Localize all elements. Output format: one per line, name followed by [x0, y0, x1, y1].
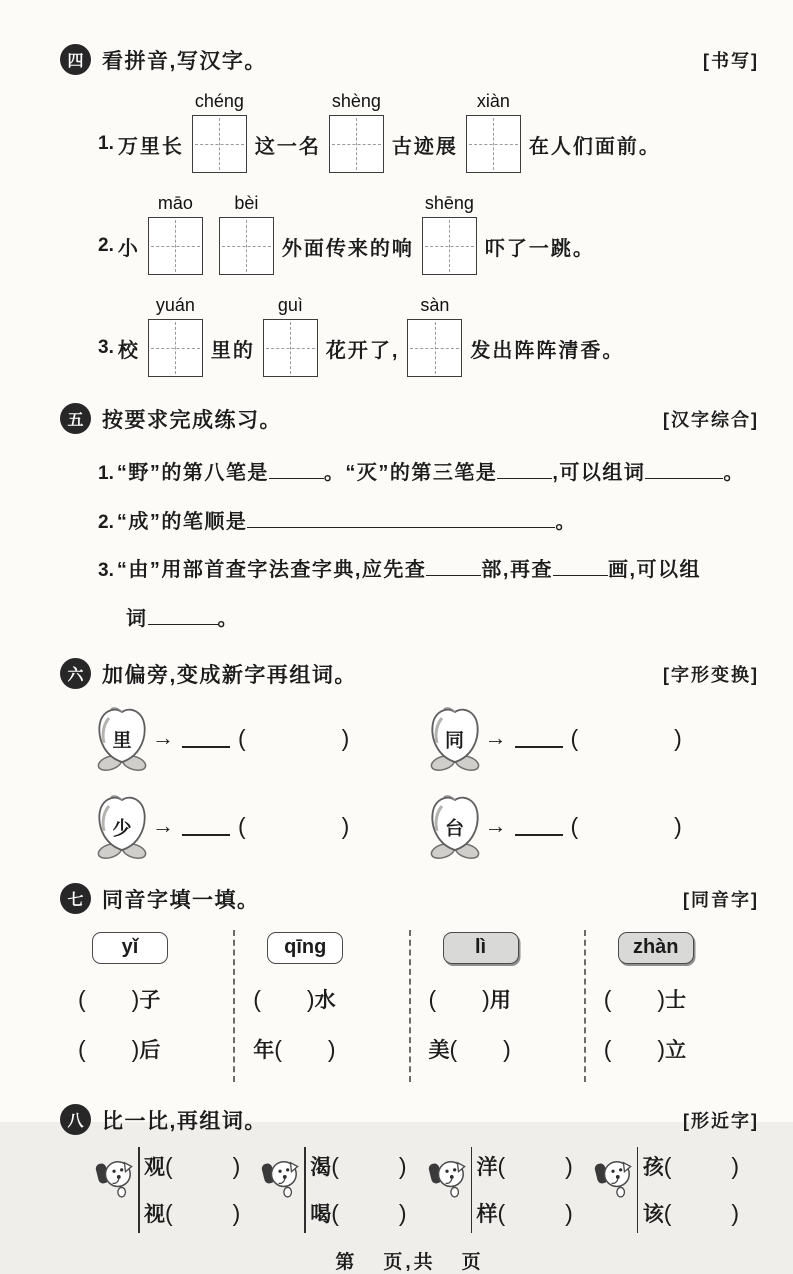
- section-six-header: [60, 658, 759, 689]
- close-paren: ): [674, 812, 682, 839]
- homophone-slot: [429, 984, 584, 1014]
- dog-icon: [96, 1153, 134, 1204]
- section-title: 按要求完成练习。: [102, 408, 282, 432]
- writing-box[interactable]: [422, 193, 477, 275]
- section-tag: [汉字综合]: [663, 409, 759, 430]
- base-character: 台: [444, 818, 465, 840]
- close-paren: ): [341, 724, 350, 751]
- homophone-column: [584, 930, 759, 1082]
- homophone-slot: [429, 1034, 584, 1064]
- compare-word-top: [477, 1151, 593, 1181]
- sentence-text: 古迹展: [391, 135, 458, 158]
- arrow-icon: →: [484, 725, 507, 751]
- new-character-blank[interactable]: [182, 816, 230, 836]
- answer-blank[interactable]: [269, 460, 324, 479]
- question-text: ,可以组词: [552, 462, 646, 484]
- open-paren: (: [274, 1036, 282, 1063]
- open-paren: (: [603, 1036, 612, 1063]
- homophone-column: [233, 930, 408, 1082]
- compare-word-top: [643, 1151, 759, 1181]
- close-paren: ): [341, 812, 350, 839]
- peach-icon: [427, 705, 483, 771]
- close-paren: ): [565, 1153, 573, 1180]
- compare-character: 洋: [476, 1156, 498, 1180]
- answer-blank[interactable]: [426, 557, 481, 576]
- homophone-slot: [78, 1034, 233, 1064]
- close-paren: ): [131, 986, 140, 1013]
- footer-text: 第: [335, 1252, 358, 1274]
- close-paren: ): [731, 1153, 740, 1180]
- question-text: 词: [126, 608, 148, 631]
- compare-pair: [593, 1151, 759, 1235]
- dog-icon: [595, 1153, 633, 1204]
- close-paren: ): [657, 986, 666, 1013]
- pinyin-label: guì: [277, 295, 303, 315]
- section-tag: [形近字]: [683, 1110, 759, 1131]
- slot-text: 年: [253, 1039, 275, 1063]
- writing-box[interactable]: [219, 193, 274, 275]
- question-1: [98, 460, 759, 487]
- answer-blank[interactable]: [247, 509, 555, 528]
- base-character: 里: [112, 730, 132, 752]
- section-tag: [书写]: [703, 50, 759, 71]
- open-paren: (: [331, 1153, 339, 1180]
- open-paren: (: [428, 986, 437, 1013]
- pinyin-label: xiàn: [476, 91, 510, 111]
- sentence-text: 万里长: [117, 135, 184, 158]
- radical-item: [427, 705, 760, 771]
- section-number-badge: 八: [60, 1104, 91, 1135]
- compare-character: 样: [476, 1203, 498, 1227]
- base-character: 少: [112, 818, 132, 840]
- question-text: 。: [217, 608, 239, 631]
- compare-character: 渴: [310, 1156, 332, 1180]
- close-paren: ): [306, 986, 315, 1013]
- pinyin-sentence-1: [98, 91, 759, 173]
- pinyin-badge: yǐ: [92, 932, 168, 964]
- section-eight-header: [60, 1104, 759, 1135]
- open-paren: (: [497, 1200, 506, 1227]
- open-paren: (: [663, 1153, 672, 1180]
- item-number: 3.: [98, 337, 114, 358]
- question-text: 。: [723, 462, 745, 484]
- writing-box[interactable]: [329, 91, 384, 173]
- open-paren: (: [449, 1036, 458, 1063]
- dog-icon: [262, 1153, 300, 1204]
- sentence-text: 校: [117, 339, 140, 362]
- section-number-badge: 五: [60, 403, 91, 434]
- pinyin-label: bèi: [234, 193, 259, 213]
- homophone-slot: [253, 1034, 408, 1064]
- pinyin-label: chéng: [194, 91, 244, 111]
- section-five-header: [60, 403, 759, 434]
- slot-text: 子: [139, 989, 161, 1013]
- sentence-text: 在人们面前。: [528, 135, 661, 158]
- close-paren: ): [565, 1200, 573, 1227]
- new-character-blank[interactable]: [515, 728, 563, 748]
- question-text: “野”的第八笔是: [116, 462, 269, 484]
- open-paren: (: [78, 986, 86, 1013]
- compare-pair: [94, 1151, 260, 1235]
- peach-icon: [94, 793, 150, 859]
- question-2: [98, 509, 759, 536]
- close-paren: ): [232, 1200, 241, 1227]
- new-character-blank[interactable]: [515, 816, 563, 836]
- pinyin-label: shèng: [331, 91, 381, 111]
- sentence-text: 外面传来的响: [281, 237, 414, 260]
- open-paren: (: [570, 812, 579, 839]
- question-3-continued: [126, 606, 759, 632]
- sentence-text: 小: [117, 237, 140, 260]
- open-paren: (: [165, 1200, 173, 1227]
- footer-text: 页,共: [383, 1252, 436, 1274]
- page-footer: [60, 1247, 759, 1274]
- pinyin-sentence-3: [98, 295, 759, 377]
- homophone-column: [60, 930, 233, 1082]
- item-number: 1.: [98, 133, 114, 154]
- question-text: 。: [555, 510, 577, 533]
- pinyin-label: shēng: [424, 193, 474, 213]
- close-paren: ): [327, 1036, 336, 1063]
- slot-text: 士: [665, 989, 687, 1013]
- compare-word-top: [310, 1151, 426, 1181]
- homophone-columns: [60, 930, 759, 1082]
- peach-icon: [427, 793, 483, 859]
- open-paren: (: [603, 986, 612, 1013]
- writing-box[interactable]: [148, 295, 203, 377]
- answer-blank[interactable]: [553, 557, 608, 576]
- item-number: 1.: [98, 463, 114, 484]
- question-text: 部,再查: [481, 559, 553, 582]
- pinyin-sentence-2: [98, 193, 759, 275]
- open-paren: (: [238, 812, 246, 839]
- compare-pairs-row: [94, 1151, 759, 1235]
- compare-character: 该: [642, 1203, 664, 1227]
- open-paren: (: [253, 986, 261, 1013]
- section-title: 看拼音,写汉字。: [102, 49, 267, 73]
- open-paren: (: [663, 1200, 672, 1227]
- writing-box[interactable]: [466, 91, 521, 173]
- compare-word-bottom: [643, 1198, 759, 1228]
- section-four-header: [60, 44, 759, 75]
- radical-item: [427, 793, 760, 859]
- open-paren: (: [78, 1036, 86, 1063]
- close-paren: ): [131, 1036, 140, 1063]
- compare-word-bottom: [477, 1198, 593, 1228]
- section-seven-header: [60, 883, 759, 914]
- slot-text: 后: [139, 1039, 161, 1063]
- compare-character: 视: [144, 1203, 165, 1227]
- section-number-badge: 七: [60, 883, 91, 914]
- close-paren: ): [398, 1200, 407, 1227]
- new-character-blank[interactable]: [182, 728, 230, 748]
- open-paren: (: [238, 724, 246, 751]
- close-paren: ): [674, 724, 682, 751]
- base-character: 同: [444, 730, 465, 752]
- sentence-text: 里的: [210, 339, 255, 362]
- compare-pair: [260, 1151, 426, 1235]
- divider-line: [304, 1147, 306, 1233]
- pinyin-badge: zhàn: [618, 932, 694, 964]
- dog-icon: [429, 1153, 467, 1204]
- sentence-text: 发出阵阵清香。: [470, 339, 625, 362]
- radical-exercise-grid: [94, 705, 759, 859]
- pinyin-badge: lì: [443, 932, 519, 964]
- footer-text: 页: [461, 1252, 484, 1274]
- divider-line: [138, 1147, 140, 1233]
- compare-character: 喝: [310, 1203, 332, 1227]
- question-text: “由”用部首查字法查字典,应先查: [116, 559, 427, 582]
- close-paren: ): [398, 1153, 407, 1180]
- compare-word-top: [144, 1151, 260, 1181]
- pinyin-label: yuán: [155, 295, 195, 315]
- section-tag: [字形变换]: [663, 664, 759, 685]
- close-paren: ): [503, 1036, 511, 1063]
- compare-character: 孩: [642, 1156, 664, 1180]
- pinyin-badge: qīng: [267, 932, 343, 964]
- section-number-badge: 六: [60, 658, 91, 689]
- peach-icon: [94, 705, 150, 771]
- homophone-slot: [78, 984, 233, 1014]
- arrow-icon: →: [152, 725, 174, 751]
- item-number: 2.: [98, 511, 114, 533]
- writing-box[interactable]: [263, 295, 318, 377]
- section-tag: [同音字]: [683, 889, 759, 910]
- question-3: [98, 557, 759, 584]
- question-text: 画,可以组: [607, 559, 702, 582]
- open-paren: (: [570, 724, 579, 751]
- radical-item: [94, 793, 427, 859]
- divider-line: [637, 1147, 639, 1233]
- item-number: 3.: [98, 560, 114, 582]
- pinyin-label: sàn: [420, 295, 450, 315]
- open-paren: (: [497, 1153, 506, 1180]
- answer-blank[interactable]: [497, 460, 552, 479]
- section-title: 同音字填一填。: [102, 888, 260, 912]
- close-paren: ): [482, 986, 490, 1013]
- answer-blank[interactable]: [148, 606, 218, 625]
- writing-box[interactable]: [407, 295, 462, 377]
- item-number: 2.: [98, 235, 114, 256]
- arrow-icon: →: [152, 813, 174, 839]
- homophone-slot: [604, 1034, 759, 1064]
- close-paren: ): [731, 1200, 740, 1227]
- close-paren: ): [232, 1153, 241, 1180]
- slot-text: 立: [665, 1039, 687, 1063]
- writing-box[interactable]: [192, 91, 247, 173]
- close-paren: ): [657, 1036, 666, 1063]
- question-text: “成”的笔顺是: [116, 510, 248, 533]
- homophone-slot: [604, 984, 759, 1014]
- sentence-text: 吓了一跳。: [484, 237, 595, 260]
- answer-blank[interactable]: [645, 460, 723, 479]
- section-title: 比一比,再组词。: [102, 1109, 267, 1133]
- slot-text: 美: [428, 1039, 450, 1063]
- homophone-slot: [253, 984, 408, 1014]
- compare-pair: [427, 1151, 593, 1235]
- section-title: 加偏旁,变成新字再组词。: [102, 663, 357, 687]
- divider-line: [471, 1147, 473, 1233]
- sentence-text: 这一名: [254, 135, 321, 158]
- slot-text: 用: [489, 989, 511, 1013]
- writing-box[interactable]: [148, 193, 203, 275]
- compare-character: 观: [144, 1156, 165, 1180]
- homophone-column: [409, 930, 584, 1082]
- slot-text: 水: [314, 989, 336, 1013]
- question-text: 。“灭”的第三笔是: [323, 462, 498, 484]
- open-paren: (: [165, 1153, 173, 1180]
- section-number-badge: 四: [60, 44, 91, 75]
- open-paren: (: [331, 1200, 339, 1227]
- sentence-text: 花开了,: [325, 339, 400, 362]
- compare-word-bottom: [310, 1198, 426, 1228]
- compare-word-bottom: [144, 1198, 260, 1228]
- arrow-icon: →: [484, 813, 507, 839]
- pinyin-label: māo: [157, 193, 193, 213]
- radical-item: [94, 705, 427, 771]
